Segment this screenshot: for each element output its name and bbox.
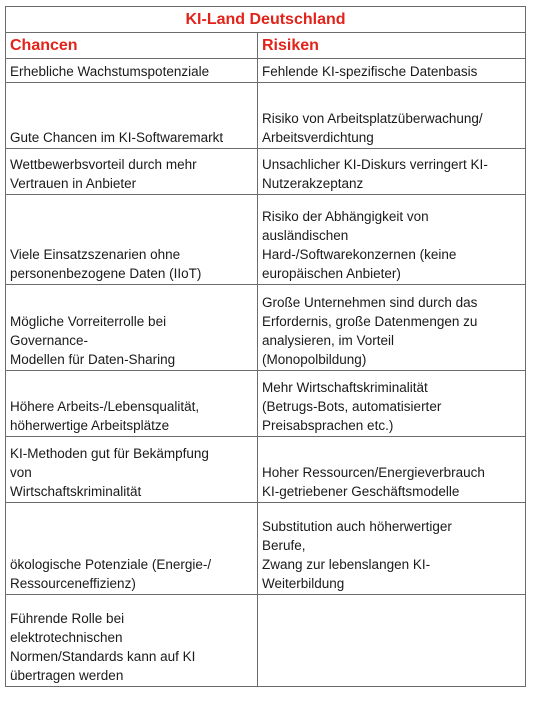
chance-cell: Erhebliche Wachstumspotenziale: [6, 59, 258, 83]
table-row: [6, 595, 526, 687]
risiko-cell: Mehr Wirtschaftskriminalität (Betrugs-Bots, automatisierter Preisabsprachen etc.): [258, 371, 526, 437]
chance-cell: KI-Methoden gut für Bekämpfung von Wirtschaftskriminalität: [6, 437, 258, 503]
table-row: [6, 195, 526, 285]
ki-land-table: [5, 6, 526, 687]
table-row: [6, 59, 526, 83]
chance-cell: Viele Einsatzszenarien ohne personenbezogene Daten (IIoT): [6, 195, 258, 285]
risiko-cell: Substitution auch höherwertiger Berufe, Zwang zur lebenslangen KI- Weiterbildung: [258, 503, 526, 595]
table-row: [6, 503, 526, 595]
risiko-cell: Große Unternehmen sind durch das Erfordernis, große Datenmengen zu analysieren, im Vorteil (Monopolbildung): [258, 285, 526, 371]
table-row: [6, 83, 526, 149]
table-row: [6, 285, 526, 371]
chance-cell: Höhere Arbeits-/Lebensqualität, höherwertige Arbeitsplätze: [6, 371, 258, 437]
risiko-cell: Unsachlicher KI-Diskurs verringert KI- Nutzerakzeptanz: [258, 149, 526, 195]
risiko-cell: Risiko von Arbeitsplatzüberwachung/ Arbeitsverdichtung: [258, 83, 526, 149]
risiko-cell: [258, 595, 526, 687]
header-chancen: Chancen: [6, 33, 258, 59]
risiko-cell: Hoher Ressourcen/Energieverbrauch KI-getriebener Geschäftsmodelle: [258, 437, 526, 503]
chance-cell: Führende Rolle bei elektrotechnischen Normen/Standards kann auf KI übertragen werden: [6, 595, 258, 687]
chance-cell: Wettbewerbsvorteil durch mehr Vertrauen in Anbieter: [6, 149, 258, 195]
chance-cell: Mögliche Vorreiterrolle bei Governance- Modellen für Daten-Sharing: [6, 285, 258, 371]
header-risiken: Risiken: [258, 33, 526, 59]
risiko-cell: Risiko der Abhängigkeit von ausländischen Hard-/Softwarekonzernen (keine europäischen Anbieter): [258, 195, 526, 285]
table-row: [6, 371, 526, 437]
table-title: KI-Land Deutschland: [6, 7, 526, 33]
table-row: [6, 149, 526, 195]
chance-cell: Gute Chancen im KI-Softwaremarkt: [6, 83, 258, 149]
risiko-cell: Fehlende KI-spezifische Datenbasis: [258, 59, 526, 83]
chance-cell: ökologische Potenziale (Energie-/ Ressourceneffizienz): [6, 503, 258, 595]
table-row: [6, 437, 526, 503]
